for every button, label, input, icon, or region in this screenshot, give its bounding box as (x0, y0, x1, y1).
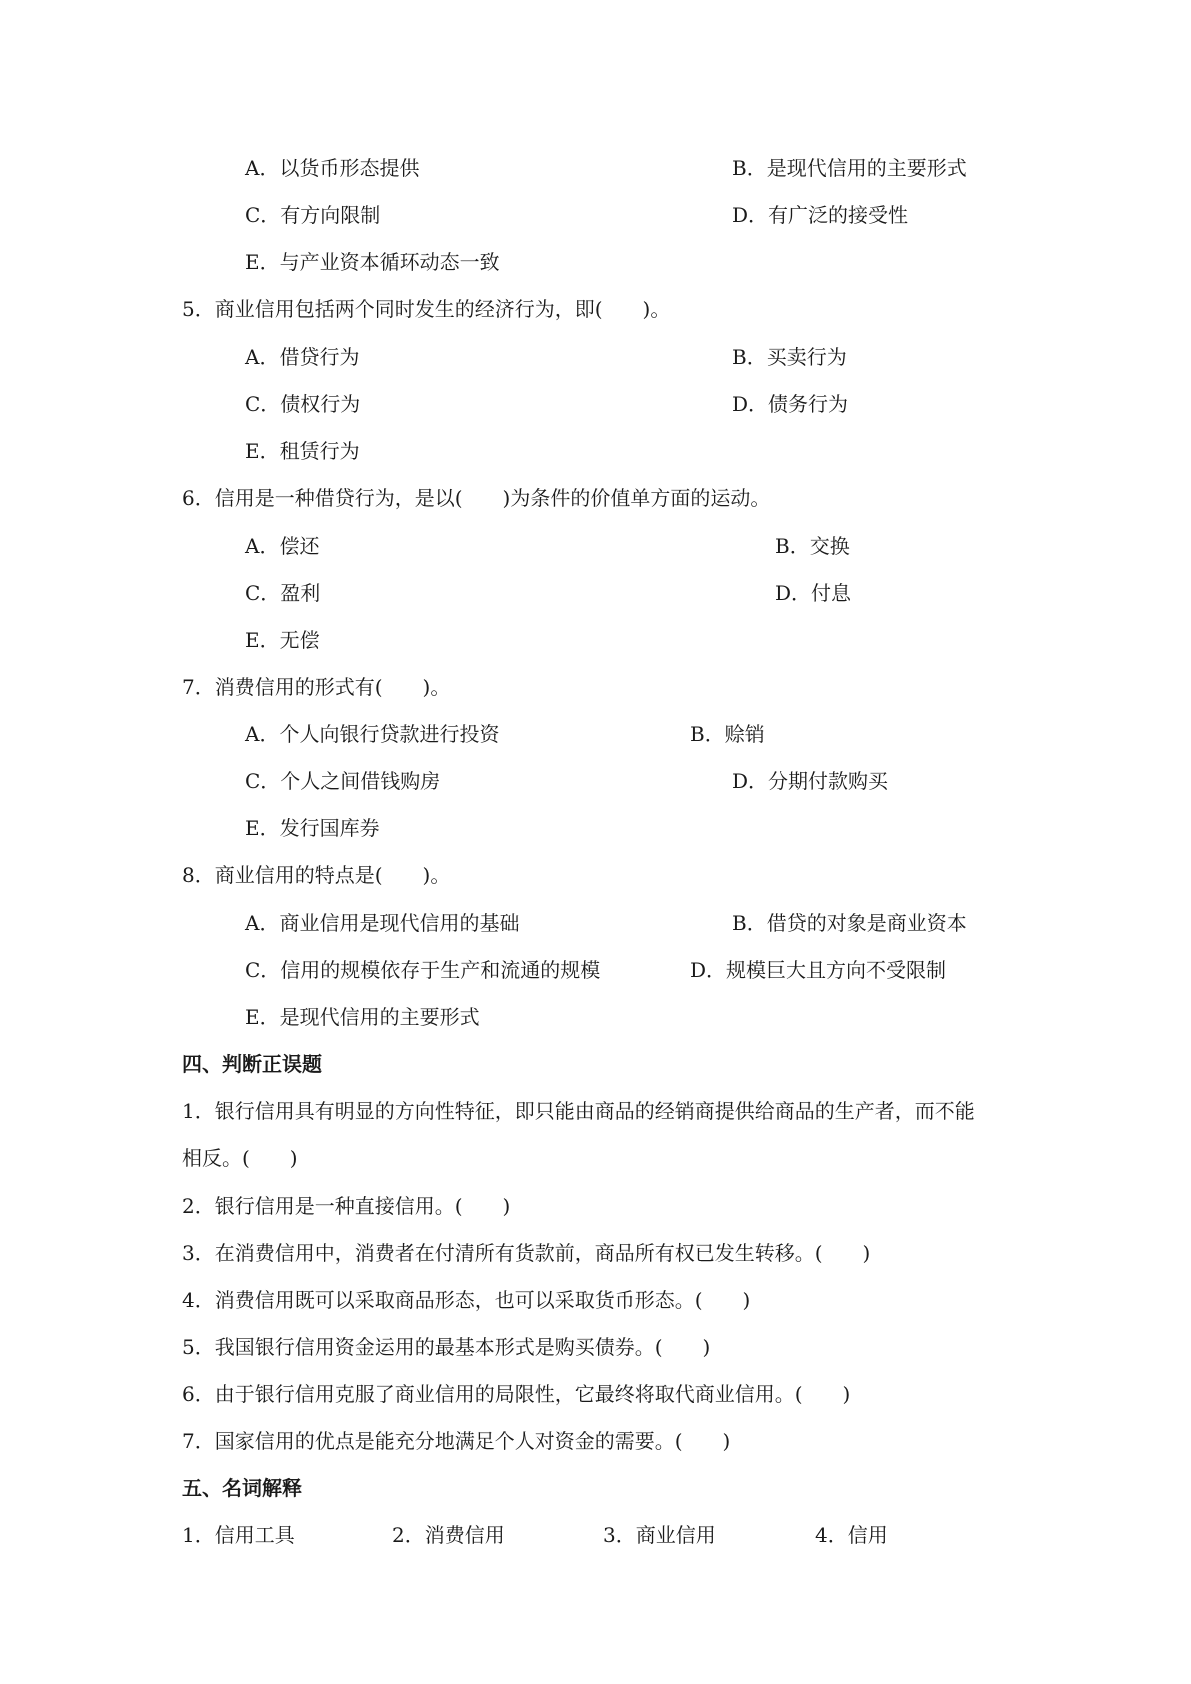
tf-item-7: 7．国家信用的优点是能充分地满足个人对资金的需要。( ) (182, 1429, 731, 1453)
q8-option-c: C．信用的规模依存于生产和流通的规模 (245, 958, 601, 982)
q6-option-d: D．付息 (775, 581, 852, 605)
tf-item-1-cont: 相反。( ) (182, 1146, 298, 1170)
q8-option-e: E．是现代信用的主要形式 (245, 1005, 480, 1029)
q6-stem: 6．信用是一种借贷行为，是以( )为条件的价值单方面的运动。 (182, 486, 771, 510)
section-5-title: 五、名词解释 (182, 1476, 302, 1500)
q4-option-a: A．以货币形态提供 (245, 156, 420, 180)
term-2: 2．消费信用 (392, 1523, 505, 1547)
q7-option-a: A．个人向银行贷款进行投资 (245, 722, 500, 746)
tf-item-3: 3．在消费信用中，消费者在付清所有货款前，商品所有权已发生转移。( ) (182, 1241, 871, 1265)
q8-option-a: A．商业信用是现代信用的基础 (245, 911, 520, 935)
term-3: 3．商业信用 (603, 1523, 716, 1547)
q4-option-c: C．有方向限制 (245, 203, 381, 227)
q5-option-c: C．债权行为 (245, 392, 361, 416)
q8-option-b: B．借贷的对象是商业资本 (732, 911, 967, 935)
tf-item-5: 5．我国银行信用资金运用的最基本形式是购买债券。( ) (182, 1335, 711, 1359)
q8-option-d: D．规模巨大且方向不受限制 (690, 958, 947, 982)
q5-option-d: D．债务行为 (732, 392, 849, 416)
term-1: 1．信用工具 (182, 1523, 295, 1547)
q4-option-e: E．与产业资本循环动态一致 (245, 250, 500, 274)
tf-item-6: 6．由于银行信用克服了商业信用的局限性，它最终将取代商业信用。( ) (182, 1382, 851, 1406)
term-4: 4．信用 (815, 1523, 888, 1547)
q7-option-b: B．赊销 (690, 722, 765, 746)
q7-option-e: E．发行国库券 (245, 816, 380, 840)
q7-stem: 7．消费信用的形式有( )。 (182, 675, 451, 699)
q7-option-d: D．分期付款购买 (732, 769, 889, 793)
q8-stem: 8．商业信用的特点是( )。 (182, 863, 451, 887)
q4-option-d: D．有广泛的接受性 (732, 203, 909, 227)
q4-option-b: B．是现代信用的主要形式 (732, 156, 967, 180)
tf-item-4: 4．消费信用既可以采取商品形态，也可以采取货币形态。( ) (182, 1288, 751, 1312)
q7-option-c: C．个人之间借钱购房 (245, 769, 441, 793)
q5-stem: 5．商业信用包括两个同时发生的经济行为，即( )。 (182, 297, 671, 321)
q5-option-a: A．借贷行为 (245, 345, 360, 369)
q6-option-b: B．交换 (775, 534, 850, 558)
q6-option-c: C．盈利 (245, 581, 321, 605)
q6-option-a: A．偿还 (245, 534, 320, 558)
q5-option-e: E．租赁行为 (245, 439, 360, 463)
section-4-title: 四、判断正误题 (182, 1052, 322, 1076)
tf-item-2: 2．银行信用是一种直接信用。( ) (182, 1194, 511, 1218)
q6-option-e: E．无偿 (245, 628, 320, 652)
tf-item-1: 1．银行信用具有明显的方向性特征，即只能由商品的经销商提供给商品的生产者，而不能 (182, 1099, 975, 1123)
q5-option-b: B．买卖行为 (732, 345, 847, 369)
